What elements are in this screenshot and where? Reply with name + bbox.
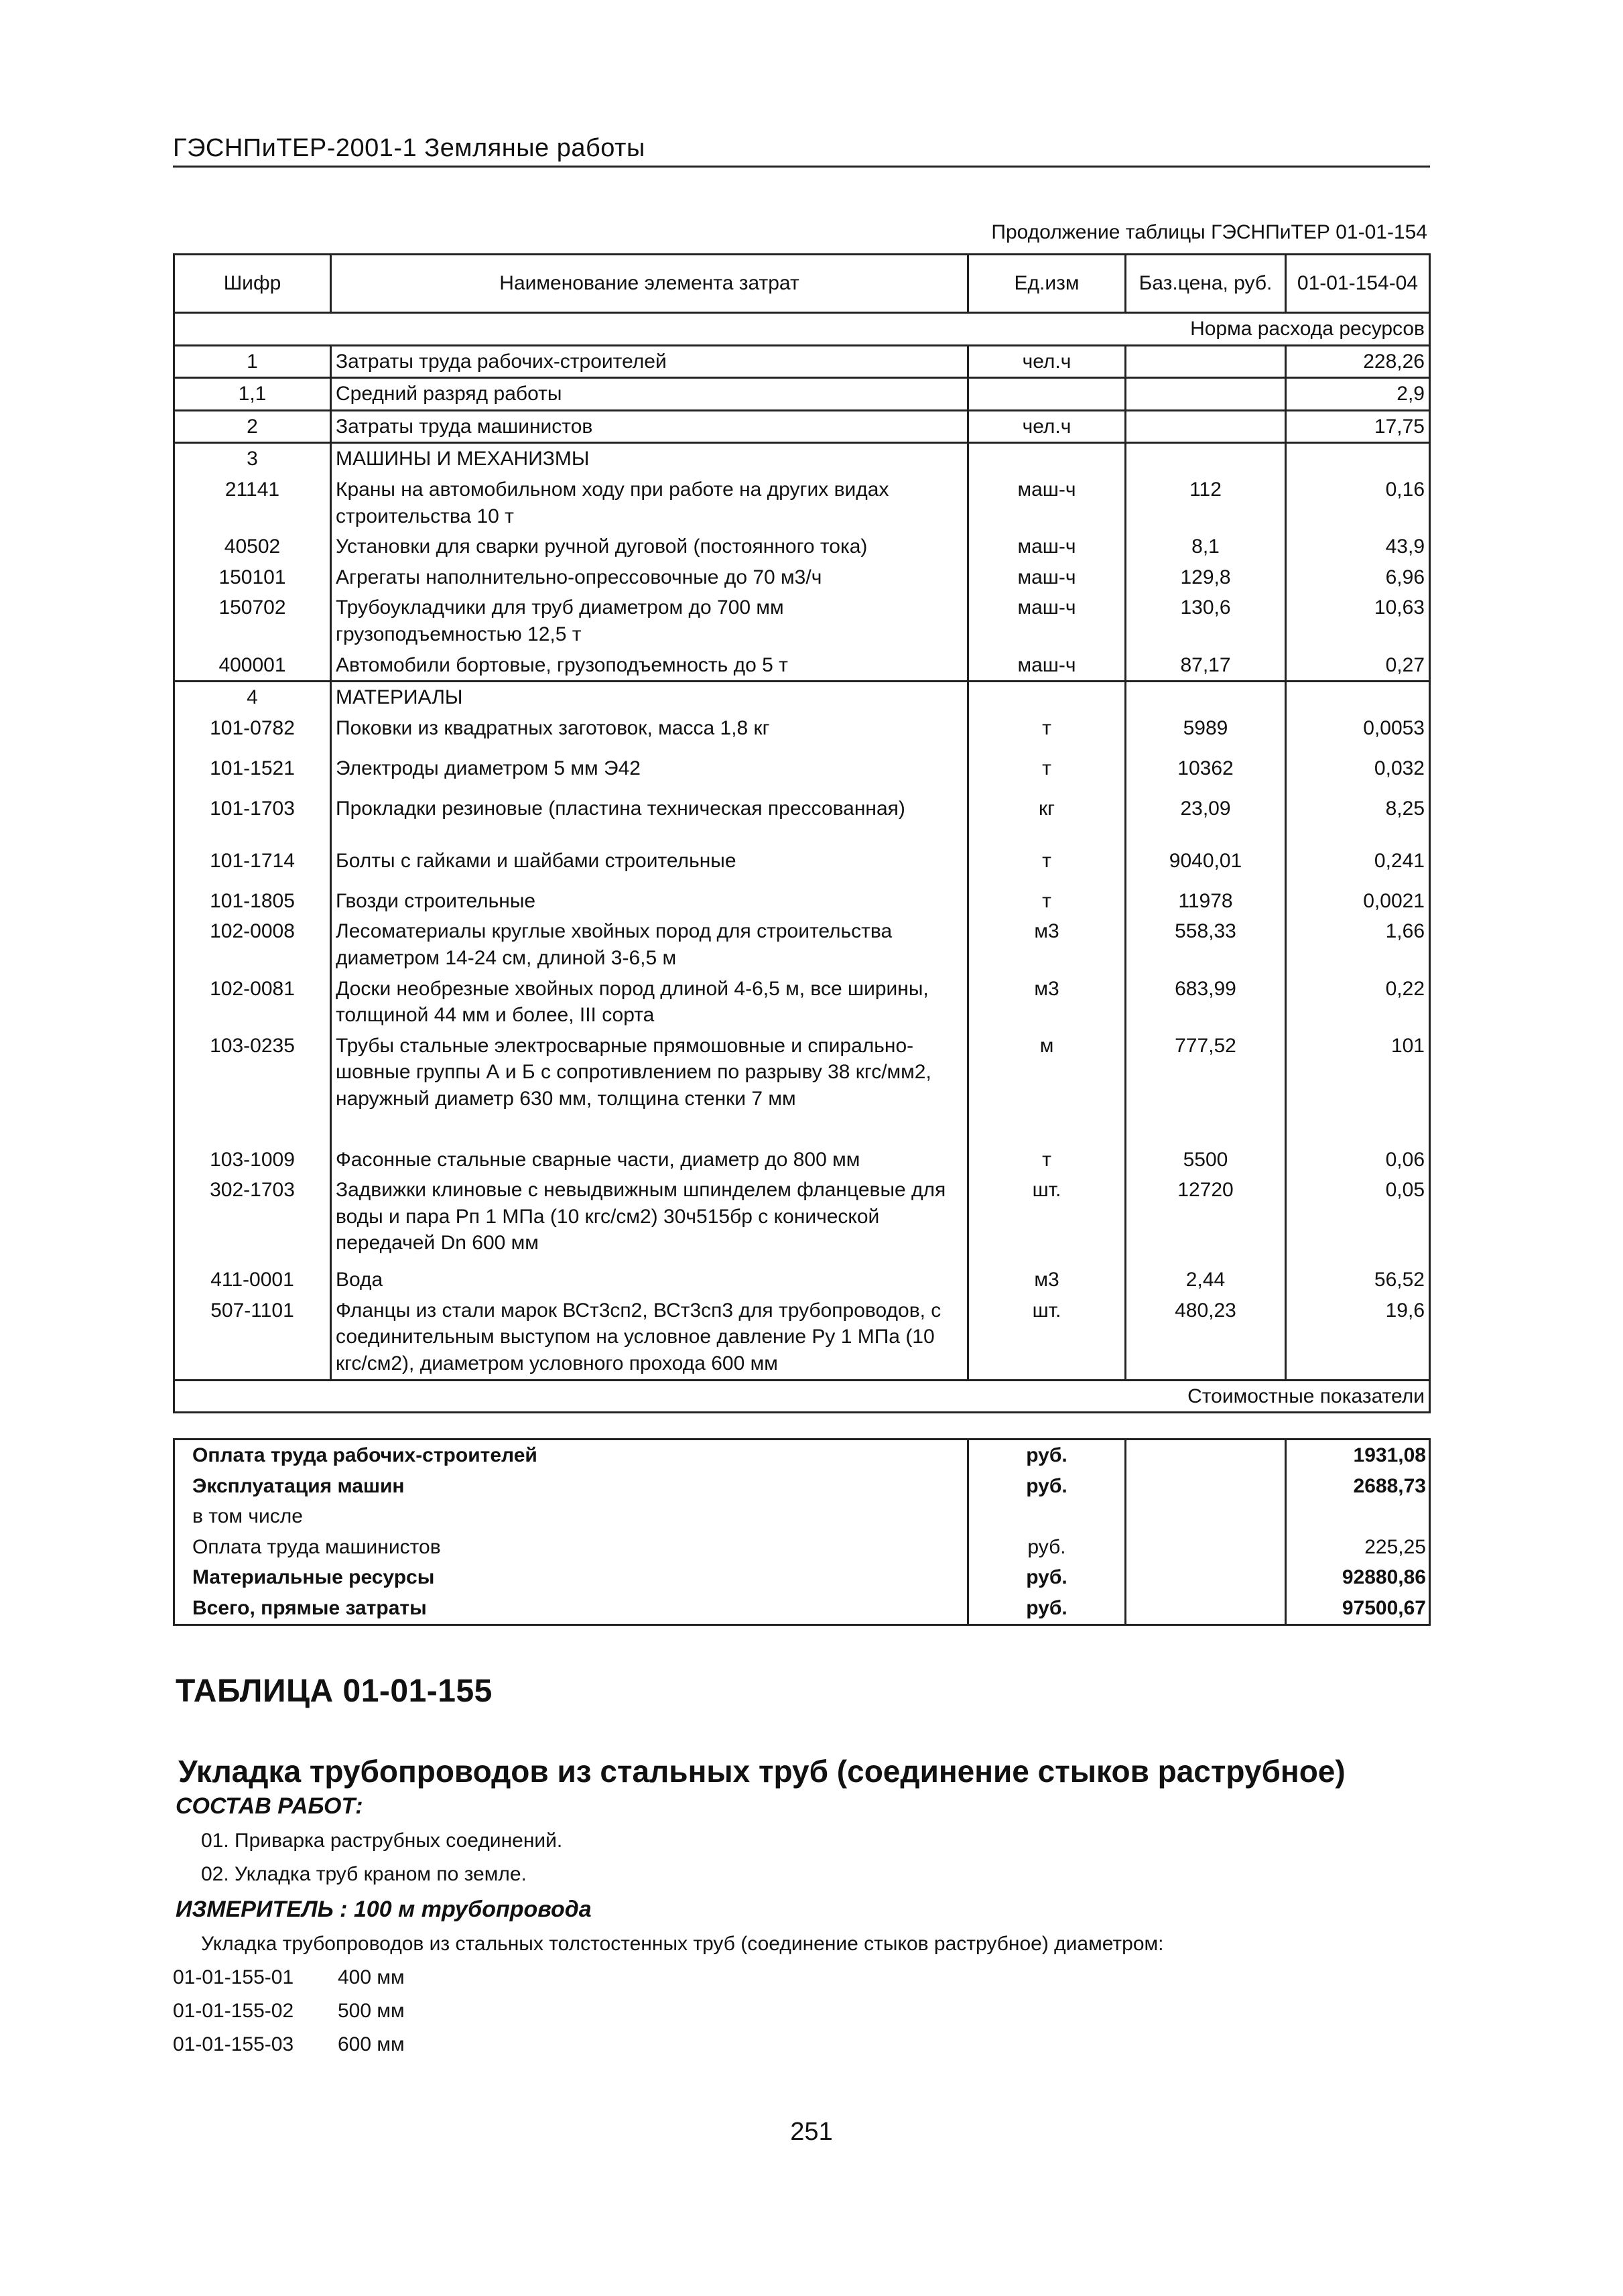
row-code: 101-1521	[174, 753, 331, 793]
row-code: 1	[174, 345, 331, 378]
cost-unit: руб.	[968, 1532, 1126, 1563]
row-value: 0,05	[1286, 1175, 1430, 1265]
row-price: 2,44	[1126, 1265, 1286, 1295]
cost-row	[174, 1440, 1430, 1471]
composition-item: 01. Приварка раструбных соединений.	[201, 1830, 563, 1852]
row-price: 87,17	[1126, 650, 1286, 682]
table-row	[174, 846, 1430, 886]
row-price	[1126, 345, 1286, 378]
cost-value	[1286, 1501, 1430, 1532]
row-unit	[968, 378, 1126, 411]
row-name: Лесоматериалы круглые хвойных пород для строительства диаметром 14-24 см, длиной 3-6,5 м	[331, 916, 968, 973]
column-header-norm: 01-01-154-04	[1286, 255, 1430, 313]
row-code: 1,1	[174, 378, 331, 411]
row-value: 101	[1286, 1031, 1430, 1145]
row-name: Затраты труда рабочих-строителей	[331, 345, 968, 378]
row-code: 3	[174, 443, 331, 474]
row-price: 129,8	[1126, 562, 1286, 593]
row-price: 11978	[1126, 886, 1286, 917]
row-unit: м3	[968, 974, 1126, 1031]
row-value: 43,9	[1286, 531, 1430, 562]
resource-norm-table	[173, 253, 1431, 1413]
variant-code: 01-01-155-01	[173, 1966, 294, 1988]
cost-label: Всего, прямые затраты	[174, 1593, 968, 1624]
row-unit: т	[968, 1145, 1126, 1175]
row-price: 112	[1126, 474, 1286, 531]
row-name: Установки для сварки ручной дуговой (постоянного тока)	[331, 531, 968, 562]
band-row-cost	[174, 1380, 1430, 1413]
work-title: Укладка трубопроводов из стальных труб (соединение стыков раструбное)	[178, 1754, 1346, 1789]
cost-label: Эксплуатация машин	[174, 1471, 968, 1502]
row-name: Автомобили бортовые, грузоподъемность до 5 т	[331, 650, 968, 682]
band-label-norm: Норма расхода ресурсов	[1126, 313, 1430, 346]
variant-size: 400 мм	[338, 1966, 405, 1988]
table-row	[174, 474, 1430, 531]
table-row	[174, 753, 1430, 793]
table-row	[174, 592, 1430, 649]
row-value: 1,66	[1286, 916, 1430, 973]
row-code: 2	[174, 410, 331, 443]
variant-size: 600 мм	[338, 2033, 405, 2055]
row-name: Вода	[331, 1265, 968, 1295]
cost-row	[174, 1471, 1430, 1502]
row-name: Краны на автомобильном ходу при работе на других видах строительства 10 т	[331, 474, 968, 531]
row-value: 2,9	[1286, 378, 1430, 411]
variant-size: 500 мм	[338, 2000, 405, 2022]
cost-row	[174, 1501, 1430, 1532]
table-title: ТАБЛИЦА 01-01-155	[176, 1673, 493, 1709]
row-price: 5989	[1126, 713, 1286, 753]
row-code: 101-1703	[174, 793, 331, 846]
row-name: Средний разряд работы	[331, 378, 968, 411]
table-row	[174, 531, 1430, 562]
cost-unit: руб.	[968, 1593, 1126, 1624]
row-price: 12720	[1126, 1175, 1286, 1265]
row-unit: т	[968, 753, 1126, 793]
row-name: Задвижки клиновые с невыдвижным шпинделем фланцевые для воды и пара Рп 1 МПа (10 кгс/см2) 30ч515бр с конической передачей Dn 600 мм	[331, 1175, 968, 1265]
row-code: 40502	[174, 531, 331, 562]
meter-label: ИЗМЕРИТЕЛЬ : 100 м трубопровода	[176, 1897, 592, 1922]
description-line: Укладка трубопроводов из стальных толстостенных труб (соединение стыков раструбное) диаметром:	[201, 1933, 1164, 1955]
cost-row	[174, 1532, 1430, 1563]
row-price: 558,33	[1126, 916, 1286, 973]
row-value: 56,52	[1286, 1265, 1430, 1295]
row-price	[1126, 410, 1286, 443]
row-price	[1126, 378, 1286, 411]
row-value: 0,06	[1286, 1145, 1430, 1175]
section-row-machines	[174, 443, 1430, 474]
row-code: 150101	[174, 562, 331, 593]
row-value: 6,96	[1286, 562, 1430, 593]
row-name: Трубоукладчики для труб диаметром до 700 мм грузоподъемностью 12,5 т	[331, 592, 968, 649]
cost-label: в том числе	[174, 1501, 968, 1532]
row-value: 0,0053	[1286, 713, 1430, 753]
row-name: Гвозди строительные	[331, 886, 968, 917]
row-code: 102-0008	[174, 916, 331, 973]
row-unit: чел.ч	[968, 410, 1126, 443]
table-row	[174, 650, 1430, 682]
cost-label: Оплата труда машинистов	[174, 1532, 968, 1563]
row-code: 150702	[174, 592, 331, 649]
section-title: МАТЕРИАЛЫ	[331, 682, 968, 713]
row-price: 130,6	[1126, 592, 1286, 649]
row-unit: чел.ч	[968, 345, 1126, 378]
cost-unit: руб.	[968, 1471, 1126, 1502]
section-row-materials	[174, 682, 1430, 713]
row-name: Прокладки резиновые (пластина техническая прессованная)	[331, 793, 968, 846]
row-name: Болты с гайками и шайбами строительные	[331, 846, 968, 886]
row-name: Доски необрезные хвойных пород длиной 4-6,5 м, все ширины, толщиной 44 мм и более, III сорта	[331, 974, 968, 1031]
row-value: 8,25	[1286, 793, 1430, 846]
row-unit: маш-ч	[968, 562, 1126, 593]
variant-code: 01-01-155-02	[173, 2000, 294, 2022]
table-row	[174, 886, 1430, 917]
row-price: 5500	[1126, 1145, 1286, 1175]
table-row	[174, 974, 1430, 1031]
row-code: 103-1009	[174, 1145, 331, 1175]
row-unit: маш-ч	[968, 474, 1126, 531]
row-unit: шт.	[968, 1295, 1126, 1380]
row-name: Фасонные стальные сварные части, диаметр до 800 мм	[331, 1145, 968, 1175]
cost-value: 92880,86	[1286, 1562, 1430, 1593]
composition-item: 02. Укладка труб краном по земле.	[201, 1863, 527, 1885]
row-unit: т	[968, 886, 1126, 917]
row-code: 507-1101	[174, 1295, 331, 1380]
row-value: 17,75	[1286, 410, 1430, 443]
composition-label: СОСТАВ РАБОТ:	[176, 1793, 363, 1819]
band-row-norm	[174, 313, 1430, 346]
row-value: 19,6	[1286, 1295, 1430, 1380]
row-price: 683,99	[1126, 974, 1286, 1031]
row-unit: шт.	[968, 1175, 1126, 1265]
row-code: 101-0782	[174, 713, 331, 753]
cost-indicators-table	[173, 1438, 1431, 1626]
continuation-note: Продолжение таблицы ГЭСНПиТЕР 01-01-154	[991, 221, 1427, 243]
row-price: 8,1	[1126, 531, 1286, 562]
row-price: 777,52	[1126, 1031, 1286, 1145]
row-value: 0,032	[1286, 753, 1430, 793]
cost-unit: руб.	[968, 1440, 1126, 1471]
row-value: 0,27	[1286, 650, 1430, 682]
column-header-name: Наименование элемента затрат	[331, 255, 968, 313]
row-code: 21141	[174, 474, 331, 531]
row-code: 103-0235	[174, 1031, 331, 1145]
table-row	[174, 378, 1430, 411]
row-unit: т	[968, 846, 1126, 886]
table-row	[174, 562, 1430, 593]
table-row	[174, 410, 1430, 443]
row-code: 101-1714	[174, 846, 331, 886]
row-value: 0,0021	[1286, 886, 1430, 917]
row-price: 480,23	[1126, 1295, 1286, 1380]
table-row	[174, 345, 1430, 378]
row-code: 411-0001	[174, 1265, 331, 1295]
row-code: 102-0081	[174, 974, 331, 1031]
row-value: 0,16	[1286, 474, 1430, 531]
column-header-code: Шифр	[174, 255, 331, 313]
table-row	[174, 793, 1430, 846]
cost-value: 2688,73	[1286, 1471, 1430, 1502]
column-header-unit: Ед.изм	[968, 255, 1126, 313]
row-unit: маш-ч	[968, 531, 1126, 562]
row-value: 10,63	[1286, 592, 1430, 649]
row-value: 0,241	[1286, 846, 1430, 886]
cost-unit: руб.	[968, 1562, 1126, 1593]
cost-value: 97500,67	[1286, 1593, 1430, 1624]
cost-value: 225,25	[1286, 1532, 1430, 1563]
table-row	[174, 1175, 1430, 1265]
row-code: 400001	[174, 650, 331, 682]
row-name: Затраты труда машинистов	[331, 410, 968, 443]
cost-label: Оплата труда рабочих-строителей	[174, 1440, 968, 1471]
row-unit: м	[968, 1031, 1126, 1145]
row-name: Фланцы из стали марок ВСт3сп2, ВСт3сп3 для трубопроводов, с соединительным выступом на условное давление Ру 1 МПа (10 кгс/см2), диаметром условного прохода 600 мм	[331, 1295, 968, 1380]
row-unit: маш-ч	[968, 650, 1126, 682]
table-row	[174, 1265, 1430, 1295]
cost-value: 1931,08	[1286, 1440, 1430, 1471]
row-unit: маш-ч	[968, 592, 1126, 649]
cost-label: Материальные ресурсы	[174, 1562, 968, 1593]
table-header-row	[174, 255, 1430, 313]
cost-row	[174, 1593, 1430, 1624]
variant-code: 01-01-155-03	[173, 2033, 294, 2055]
row-name: Электроды диаметром 5 мм Э42	[331, 753, 968, 793]
row-unit: кг	[968, 793, 1126, 846]
row-name: Агрегаты наполнительно-опрессовочные до 70 м3/ч	[331, 562, 968, 593]
row-unit: т	[968, 713, 1126, 753]
table-row	[174, 1031, 1430, 1145]
section-title: МАШИНЫ И МЕХАНИЗМЫ	[331, 443, 968, 474]
cost-unit	[968, 1501, 1126, 1532]
row-name: Поковки из квадратных заготовок, масса 1,8 кг	[331, 713, 968, 753]
row-value: 228,26	[1286, 345, 1430, 378]
page-number: 251	[790, 2118, 833, 2146]
table-row	[174, 713, 1430, 753]
row-code: 4	[174, 682, 331, 713]
table-row	[174, 916, 1430, 973]
table-row	[174, 1145, 1430, 1175]
table-row	[174, 1295, 1430, 1380]
row-value: 0,22	[1286, 974, 1430, 1031]
row-unit: м3	[968, 1265, 1126, 1295]
row-unit: м3	[968, 916, 1126, 973]
row-price: 23,09	[1126, 793, 1286, 846]
row-code: 101-1805	[174, 886, 331, 917]
row-name: Трубы стальные электросварные прямошовные и спирально-шовные группы А и Б с сопротивлением по разрыву 38 кгс/мм2, наружный диаметр 630 мм, толщина стенки 7 мм	[331, 1031, 968, 1145]
row-code: 302-1703	[174, 1175, 331, 1265]
row-price: 9040,01	[1126, 846, 1286, 886]
row-price: 10362	[1126, 753, 1286, 793]
cost-row	[174, 1562, 1430, 1593]
running-header: ГЭСНПиТЕР-2001-1 Земляные работы	[173, 134, 1430, 168]
band-label-cost: Стоимостные показатели	[1126, 1380, 1430, 1413]
column-header-price: Баз.цена, руб.	[1126, 255, 1286, 313]
